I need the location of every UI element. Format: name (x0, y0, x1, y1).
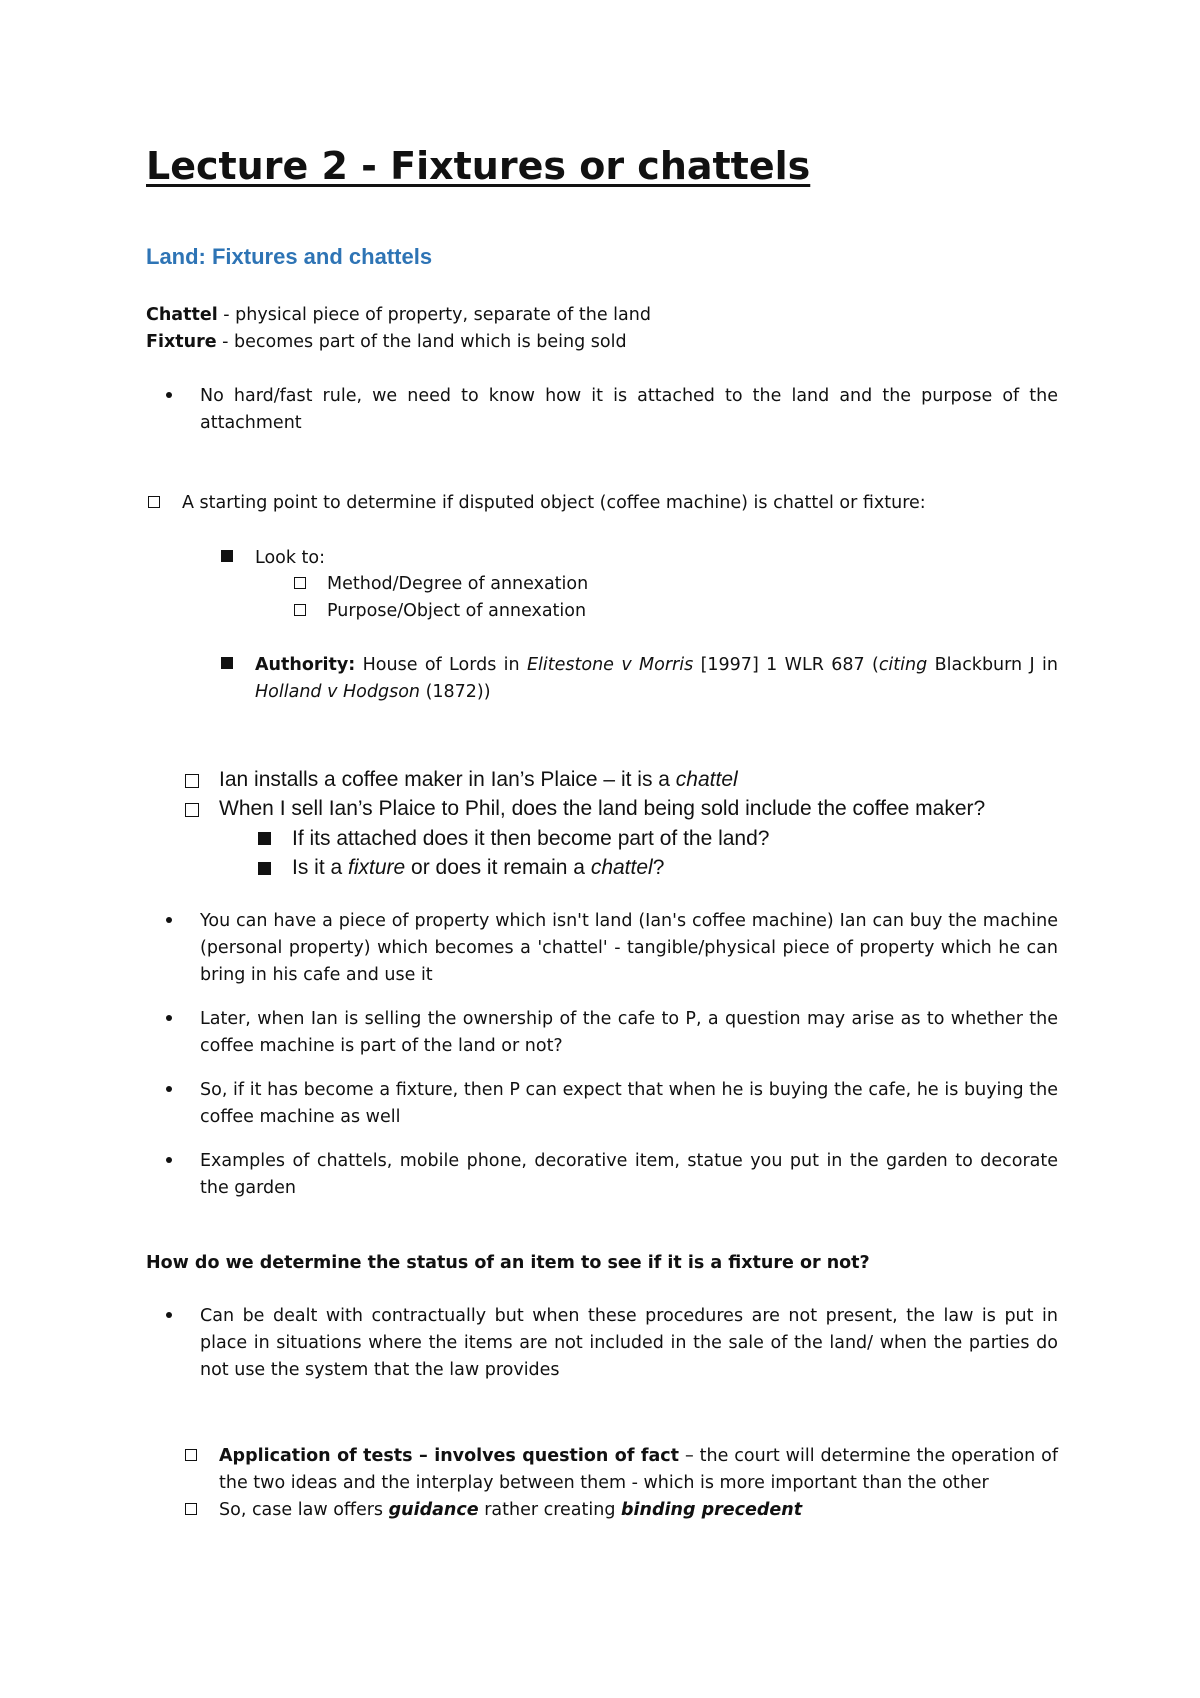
page-title: Lecture 2 - Fixtures or chattels (146, 144, 811, 188)
bullet-icon (166, 917, 172, 923)
chattel-term: Chattel (146, 305, 218, 325)
square-bullet-icon (221, 550, 233, 562)
checkbox-icon (294, 577, 306, 589)
fixture-word: fixture (348, 856, 406, 879)
authority-label: Authority: (255, 655, 356, 675)
guidance-text: So, case law offers (219, 1500, 389, 1520)
bullet-icon (166, 1157, 172, 1163)
application-of-tests (219, 1443, 1058, 1497)
tests-bold: Application of tests – involves question of fact (219, 1446, 680, 1466)
checkbox-icon (185, 774, 199, 788)
bullet-contractually: Can be dealt with contractually but when these procedures are not present, the law is put in place in situations where the items are not included in the sale of the land/ when the parties do not use the system that the law provides (200, 1306, 1058, 1380)
bullet-examples: Examples of chattels, mobile phone, decorative item, statue you put in the garden to decorate the garden (200, 1151, 1058, 1198)
starting-point-text: A starting point to determine if disputed object (coffee machine) is chattel or fixture: (182, 493, 926, 513)
square-bullet-icon (221, 657, 233, 669)
checkbox-icon (185, 1449, 197, 1461)
coffee-line-2: When I sell Ian’s Plaice to Phil, does the land being sold include the coffee maker? (219, 797, 986, 820)
chattel-word: chattel (590, 856, 653, 879)
guidance-line (219, 1497, 802, 1524)
chattel-def: - physical piece of property, separate of the land (217, 305, 651, 325)
coffee-text: Ian installs a coffee maker in Ian’s Plaice – it is a (219, 768, 676, 791)
fixture-def: - becomes part of the land which is being sold (216, 332, 627, 352)
fixture-definition (146, 329, 627, 356)
bullet-icon (166, 392, 172, 398)
binding-precedent: binding precedent (621, 1500, 803, 1520)
citing-word: citing (878, 655, 928, 675)
bullet-icon (166, 1015, 172, 1021)
authority-text (255, 652, 1058, 706)
authority-part: Blackburn J in (927, 655, 1058, 675)
authority-part: (1872)) (420, 682, 491, 702)
look-to-label: Look to: (255, 548, 326, 568)
chattel-definition (146, 302, 651, 329)
checkbox-icon (148, 496, 160, 508)
bullet-became-fixture: So, if it has become a fixture, then P can expect that when he is buying the cafe, he is buying the coffee machine as well (200, 1080, 1058, 1127)
checkbox-icon (294, 604, 306, 616)
look-to-item-method: Method/Degree of annexation (327, 574, 589, 594)
bullet-icon (166, 1312, 172, 1318)
coffee-line-1 (219, 765, 738, 795)
fixture-term: Fixture (146, 332, 217, 352)
guidance-word: guidance (388, 1500, 479, 1520)
checkbox-icon (185, 1503, 197, 1515)
tests-rest: – the court will determine the operation of the two ideas and the interplay between them - which is more important than the other (219, 1446, 1058, 1493)
bullet-icon (166, 1086, 172, 1092)
case-name: Elitestone v Morris (527, 655, 694, 675)
question-heading: How do we determine the status of an item to see if it is a fixture or not? (146, 1253, 870, 1273)
checkbox-icon (185, 803, 199, 817)
authority-part: [1997] 1 WLR 687 ( (693, 655, 879, 675)
section-heading: Land: Fixtures and chattels (146, 244, 433, 269)
square-bullet-icon (258, 832, 271, 845)
coffee-text: Is it a (292, 856, 349, 879)
bullet-selling-cafe: Later, when Ian is selling the ownership of the cafe to P, a question may arise as to whether the coffee machine is part of the land or not? (200, 1009, 1058, 1056)
bullet-no-hard-rule: No hard/fast rule, we need to know how it is attached to the land and the purpose of the attachment (200, 386, 1058, 433)
coffee-text: ? (652, 856, 665, 879)
authority-part: House of Lords in (355, 655, 527, 675)
case-name: Holland v Hodgson (255, 682, 420, 702)
coffee-text: or does it remain a (405, 856, 591, 879)
look-to-item-purpose: Purpose/Object of annexation (327, 601, 587, 621)
guidance-text: rather creating (478, 1500, 622, 1520)
bullet-personal-property: You can have a piece of property which isn't land (Ian's coffee machine) Ian can buy the machine (personal property) which becomes a 'chattel' - tangible/physical piece of property which he can bring in his cafe and use it (200, 911, 1058, 985)
square-bullet-icon (258, 862, 271, 875)
coffee-line-3: If its attached does it then become part of the land? (292, 827, 770, 850)
chattel-word: chattel (675, 768, 738, 791)
coffee-line-4 (292, 853, 664, 883)
